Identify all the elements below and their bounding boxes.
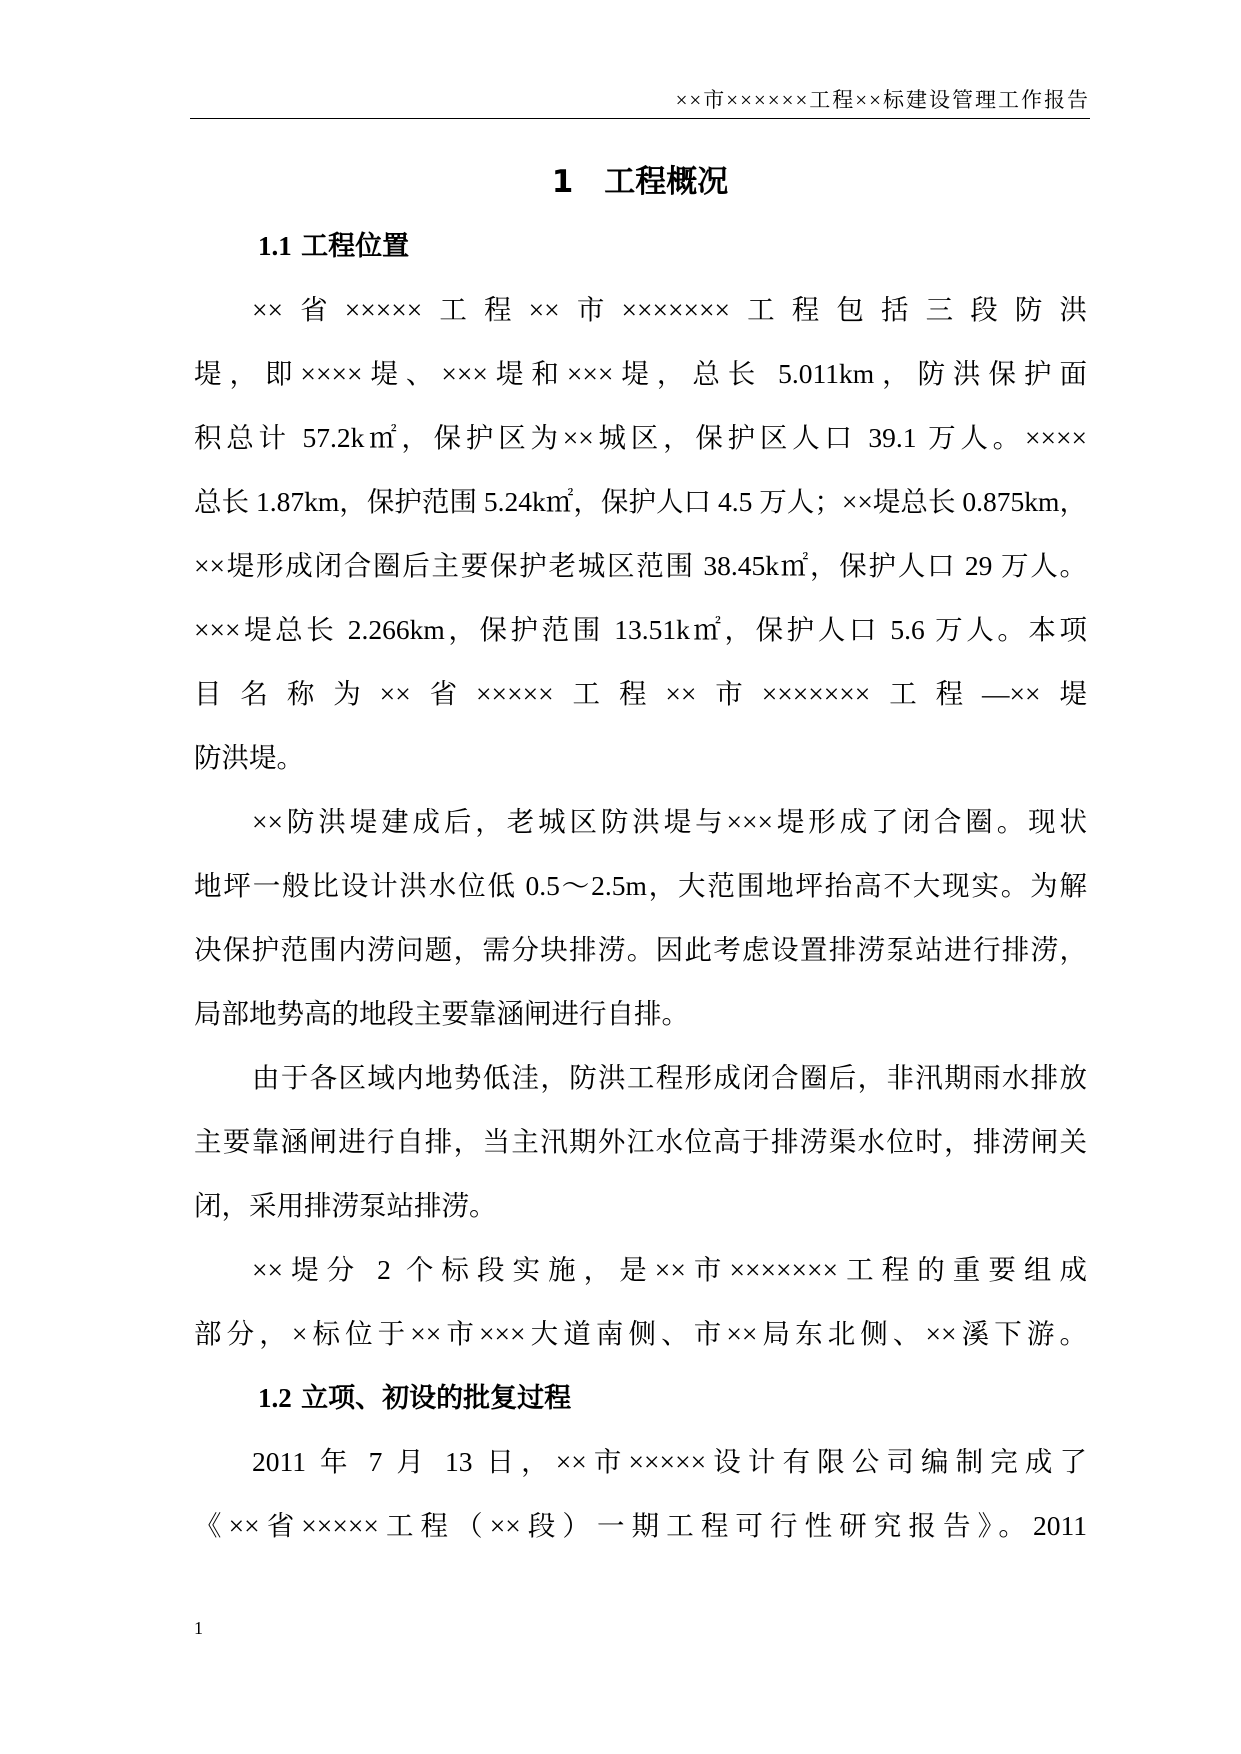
paragraph-line: 《××省×××××工程（××段）一期工程可行性研究报告》。2011 — [194, 1510, 1087, 1541]
paragraph-line: ××省×××××工程××市×××××××工程包括三段防洪 — [252, 294, 1087, 325]
section-title: 工程位置 — [301, 231, 410, 262]
paragraph-line: ×××堤总长 2.266km，保护范围 13.51k㎡，保护人口 5.6 万人。本项 — [194, 614, 1087, 645]
paragraph-line: 地坪一般比设计洪水位低 0.5～2.5m，大范围地坪抬高不大现实。为解 — [194, 870, 1087, 901]
section-number: 1.2 — [258, 1383, 292, 1413]
paragraph-line: 部分，×标位于××市×××大道南侧、市××局东北侧、××溪下游。 — [194, 1318, 1087, 1349]
paragraph-line: 主要靠涵闸进行自排，当主汛期外江水位高于排涝渠水位时，排涝闸关 — [194, 1126, 1087, 1157]
paragraph-line: 由于各区域内地势低洼，防洪工程形成闭合圈后，非汛期雨水排放 — [252, 1062, 1087, 1093]
section-heading-1-1 — [258, 226, 409, 267]
paragraph-line: ××堤分 2 个标段实施，是××市×××××××工程的重要组成 — [252, 1254, 1087, 1285]
chapter-title: 1 工程概况 — [551, 164, 729, 200]
page-number: 1 — [194, 1618, 203, 1638]
paragraph-line: ××堤形成闭合圈后主要保护老城区范围 38.45k㎡，保护人口 29 万人。 — [194, 550, 1087, 581]
paragraph-line: 总长 1.87km，保护范围 5.24k㎡，保护人口 4.5 万人；××堤总长 0.875km， — [194, 486, 1087, 517]
section-title: 立项、初设的批复过程 — [301, 1383, 572, 1414]
paragraph-line: 2011 年 7 月 13 日，××市×××××设计有限公司编制完成了 — [252, 1446, 1087, 1477]
header-rule — [190, 118, 1090, 119]
paragraph-line: ××防洪堤建成后，老城区防洪堤与×××堤形成了闭合圈。现状 — [252, 806, 1087, 837]
paragraph-line: 决保护范围内涝问题，需分块排涝。因此考虑设置排涝泵站进行排涝， — [194, 934, 1087, 965]
section-heading-1-2 — [258, 1378, 571, 1419]
running-header: ××市××××××工程××标建设管理工作报告 — [675, 88, 1090, 112]
paragraph-line: 局部地势高的地段主要靠涵闸进行自排。 — [194, 998, 689, 1029]
paragraph-line: 防洪堤。 — [194, 742, 304, 773]
paragraph-line: 闭，采用排涝泵站排涝。 — [194, 1190, 497, 1221]
paragraph-line: 堤，即××××堤、×××堤和×××堤，总长 5.011km，防洪保护面 — [194, 358, 1087, 389]
section-number: 1.1 — [258, 231, 292, 261]
paragraph-line: 目名称为××省×××××工程××市×××××××工程—××堤 — [194, 678, 1087, 709]
paragraph-line: 积总计 57.2k㎡，保护区为××城区，保护区人口 39.1 万人。×××× — [194, 422, 1087, 453]
